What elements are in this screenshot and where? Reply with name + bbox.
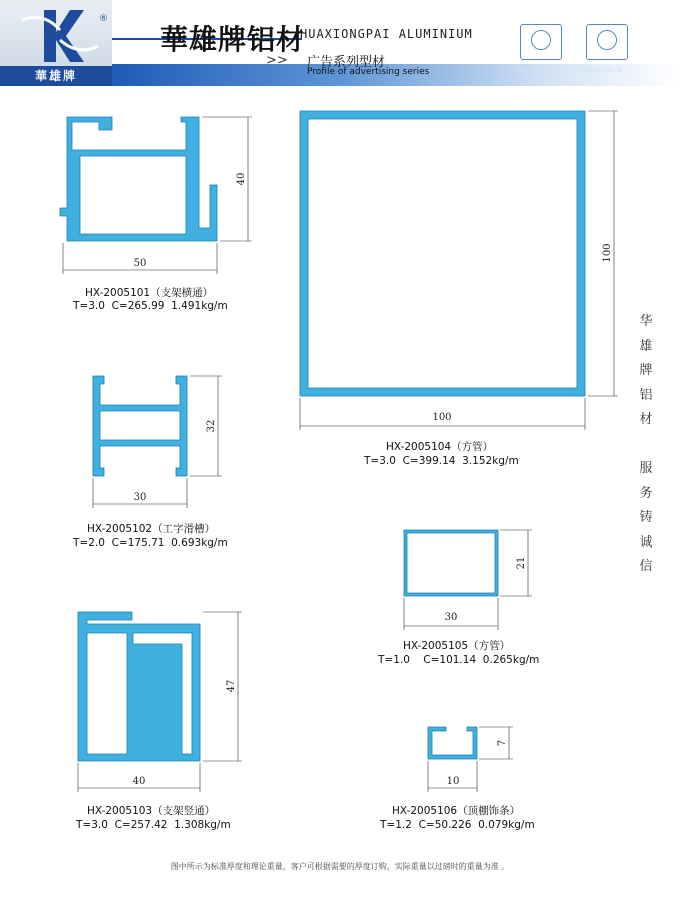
dim-2005103-height: 47 (226, 679, 237, 693)
dim-2005106-width: 10 (446, 776, 460, 787)
cert-code-1: 02003Q12926ROM (516, 68, 559, 74)
caption-2005101-spec: T=3.0 C=265.99 1.491kg/m (73, 300, 228, 312)
dim-2005101-height: 40 (236, 172, 247, 186)
caption-2005105-code: HX-2005105（方管） (403, 640, 511, 652)
profile-2005105-drawing (404, 530, 498, 596)
side-char: 务 (639, 485, 653, 501)
dim-2005103-width: 40 (132, 776, 146, 787)
side-char: 信 (639, 559, 653, 574)
profile-2005103-drawing (78, 612, 200, 761)
dim-2005105-height: 21 (516, 556, 527, 570)
side-char: 铝 (639, 387, 653, 403)
caption-2005102-code: HX-2005102（工字滑槽） (87, 523, 216, 535)
caption-2005104-spec: T=3.0 C=399.14 3.152kg/m (364, 455, 519, 467)
side-char: 材 (639, 412, 653, 427)
caption-2005106-code: HX-2005106（顶棚饰条） (392, 805, 521, 817)
side-char (634, 433, 658, 458)
dim-2005104-height: 100 (602, 243, 613, 263)
caption-2005103-spec: T=3.0 C=257.42 1.308kg/m (76, 819, 231, 831)
dim-2005105-width: 30 (444, 612, 458, 623)
arrow-marker: >> (266, 53, 288, 68)
profile-2005104-drawing (300, 111, 585, 396)
brand-name-cn: 華雄牌铝材 (160, 23, 306, 56)
dim-2005102-width: 30 (133, 492, 147, 503)
caption-2005106-spec: T=1.2 C=50.226 0.079kg/m (380, 819, 535, 831)
logo-text: 華雄牌 (34, 69, 77, 83)
dim-2005104-width: 100 (432, 412, 452, 423)
profile-2005101-drawing (60, 117, 217, 241)
caption-2005101-code: HX-2005101（支架横通） (85, 287, 214, 299)
brand-name-en: HUAXIONGPAI ALUMINIUM (300, 27, 473, 41)
side-char: 雄 (639, 338, 653, 354)
side-char: 诚 (639, 534, 653, 550)
caption-2005103-code: HX-2005103（支架竖通） (87, 805, 216, 817)
side-char: 铸 (639, 510, 653, 525)
side-slogan (634, 310, 658, 580)
caption-2005105-spec: T=1.0 C=101.14 0.265kg/m (378, 654, 540, 666)
series-title-cn: 广告系列型材 (307, 55, 386, 70)
profile-2005102-drawing (93, 376, 187, 476)
caption-2005102-spec: T=2.0 C=175.71 0.693kg/m (73, 537, 228, 549)
profile-2005106-drawing (428, 727, 477, 759)
dim-2005102-height: 32 (206, 419, 217, 433)
registered-mark: ® (99, 14, 108, 24)
footer-note: 图中所示为标准厚度和理论重量，客户可根据需要的厚度订购，实际重量以过磅时的重量为准 。 (170, 862, 510, 871)
cert-code-2: 0203P10110(1M (583, 68, 623, 74)
side-char: 牌 (639, 363, 653, 378)
caption-2005104-code: HX-2005104（方管） (386, 441, 494, 453)
side-char: 服 (639, 461, 653, 476)
dim-2005106-height: 7 (497, 739, 508, 747)
series-title-en: Profile of advertising series (307, 67, 430, 77)
dim-2005101-width: 50 (133, 258, 147, 269)
side-char: 华 (639, 314, 653, 329)
